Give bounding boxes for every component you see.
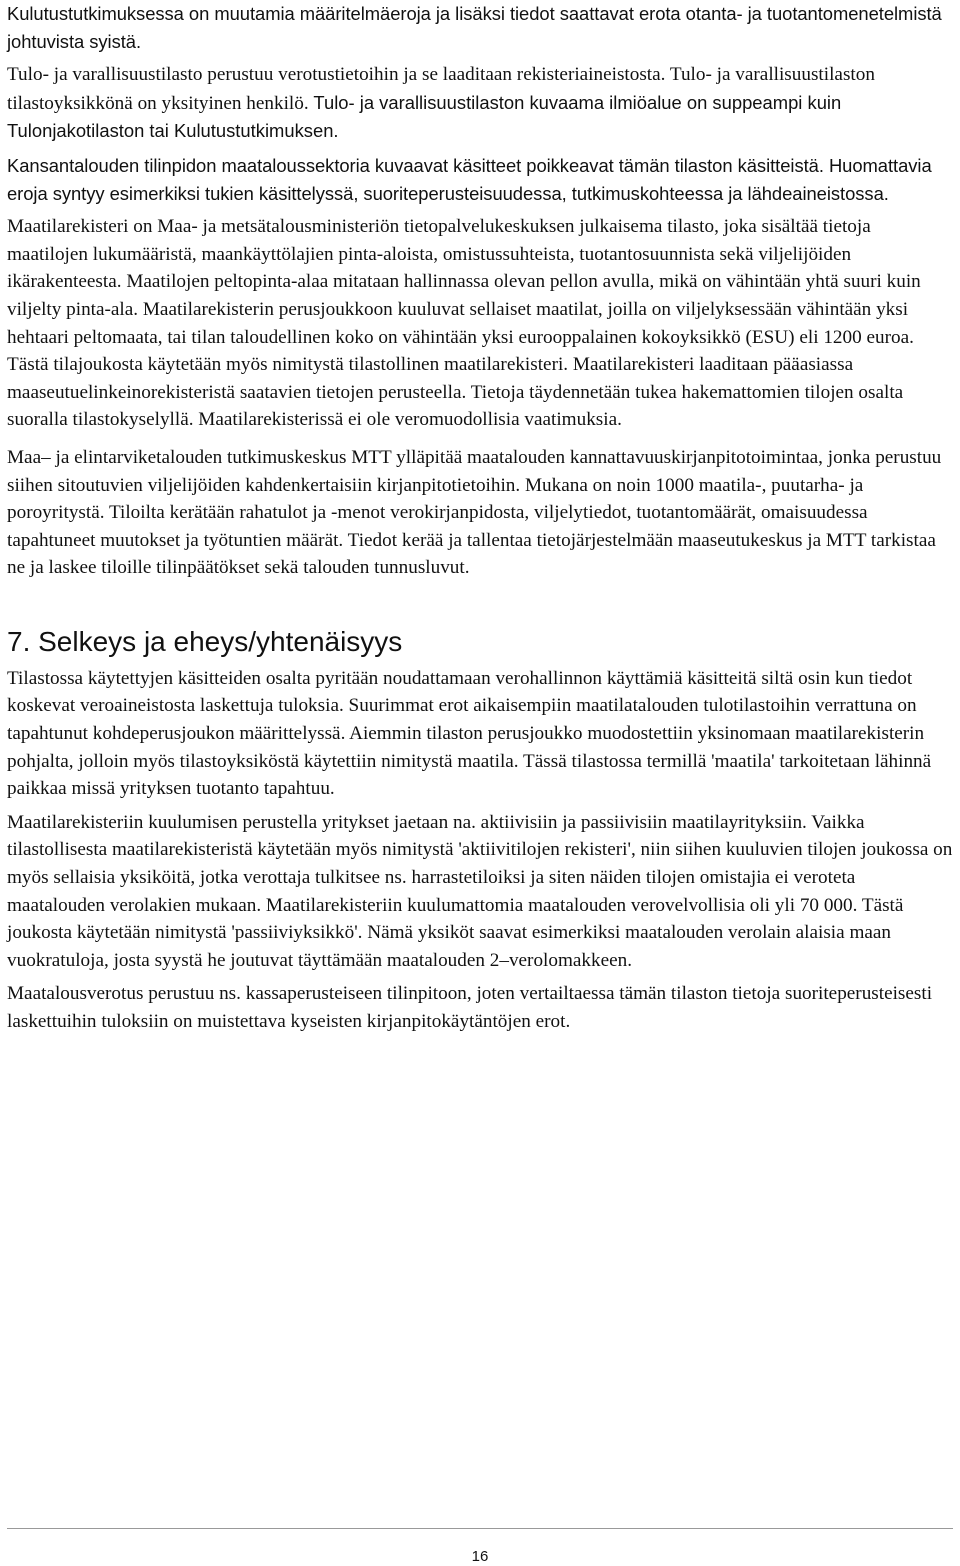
paragraph-national-accounts: Kansantalouden tilinpidon maataloussektoria kuvaavat käsitteet poikkeavat tämän tilaston käsitteistä. Huomattavia eroja syntyy esimerkiksi tukien käsittelyssä, suoriteperusteisuudessa, tutkimuskohteessa ja lähdeaineistossa. [7, 154, 932, 204]
document-body [7, 0, 955, 1036]
paragraph-income-wealth-statistics [7, 61, 955, 146]
paragraph-active-passive-farms: Maatilarekisteriin kuulumisen perustella yritykset jaetaan na. aktiivisiin ja passiivisiin maatilayrityksiin. Vaikka tilastollisesta maatilarekisteristä käytetään myös nimitystä 'aktiivitilojen rekisteri', niin siihen kuuluvien tilojen joukossa on myös sellaisia yksiköitä, jotka verottaja tulkitsee ns. harrastetiloiksi ja siten näiden tilojen omistajia ei veroteta maatalouden verolakien mukaan. Maatilarekisteriin kuulumattomia maatalouden verovelvollisia oli yli 70 000. Tästä joukosta käytetään nimitystä 'passiiviyksikkö'. Nämä yksiköt saavat esimerkiksi maatalouden verolain alaisia maan vuokratuloja, josta syystä he joutuvat täyttämään maatalouden 2–verolomakkeen. [7, 811, 953, 971]
income-wealth-text: Tulo- ja varallisuustilasto perustuu verotustietoihin ja se laaditaan rekisteriaineistosta. Tulo- ja varallisuustilaston tilastoyksikkönä on yksityinen henkilö. [7, 64, 875, 114]
paragraph-concepts: Tilastossa käytettyjen käsitteiden osalta pyritään noudattamaan verohallinnon käyttämiä käsitteitä siltä osin kun tiedot koskevat veroaineistosta laskettuja tuloksia. Suurimmat erot aikaisempiin maatilatalouden tulotilastoihin verrattuna on tapahtunut kohdeperusjoukon määrittelyssä. Aiemmin tilaston perusjoukko muodostettiin yksinomaan maatilarekisterin pohjalta, jolloin myös tilastoyksiköstä käytettiin nimitystä maatila. Tässä tilastossa termillä 'maatila' tarkoitetaan lähinnä paikkaa missä yrityksen tuotanto tapahtuu. [7, 667, 932, 800]
page-number: 16 [471, 1548, 489, 1565]
paragraph-consumption-survey: Kulutustutkimuksessa on muutamia määritelmäeroja ja lisäksi tiedot saattavat erota otanta- ja tuotantomenetelmistä johtuvista syistä. [7, 3, 942, 52]
section-heading-clarity-coherence: 7. Selkeys ja eheys/yhtenäisyys [7, 625, 403, 657]
paragraph-cash-basis-taxation: Maatalousverotus perustuu ns. kassaperusteiseen tilinpitoon, joten vertailtaessa tämän tilaston tietoja suoriteperusteisesti laskettuihin tuloksiin on muistettava kyseisten kirjanpitokäytäntöjen erot. [7, 983, 933, 1032]
income-wealth-scope-text: Tulo- ja varallisuustilaston kuvaama ilmiöalue on suppeampi kuin Tulonjakotilaston tai Kulutustutkimuksen. [7, 91, 842, 142]
footer-divider [7, 1528, 953, 1529]
paragraph-farm-register: Maatilarekisteri on Maa- ja metsätalousministeriön tietopalvelukeskuksen julkaisema tilasto, joka sisältää tietoja maatilojen lukumääristä, maankäyttölajien pinta-aloista, omistussuhteista, tuotantosuunnista sekä viljelijöiden ikärakenteesta. Maatilojen peltopinta-alaa mitataan hallinnassa olevan pellon avulla, mikä on vähintään yhtä suuri kuin viljelty pinta-ala. Maatilarekisterin perusjoukkoon kuuluvat sellaiset maatilat, joilla on viljelyksessään vähintään yksi hehtaari peltomaata, tai tilan taloudellinen koko on vähintään yksi eurooppalainen kokoyksikkö (ESU) eli 1200 euroa. Tästä tilajoukosta käytetään myös nimitystä tilastollinen maatilarekisteri. Maatilarekisteri laaditaan pääasiassa maaseutuelinkeinorekisteristä saatavien tietojen perusteella. Tietoja täydennetään tukea hakemattomien tilojen osalta suoralla tilastokyselyllä. Maatilarekisterissä ei ole veromuodollisia vaatimuksia. [7, 216, 921, 431]
paragraph-mtt-bookkeeping: Maa– ja elintarviketalouden tutkimuskeskus MTT ylläpitää maatalouden kannattavuuskirjanpitotoimintaa, jonka perustuu siihen sitoutuvien viljelijöiden kahdenkertaisiin kirjanpitotietoihin. Mukana on noin 1000 maatila-, puutarha- ja poroyritystä. Tiloilta kerätään rahatulot ja -menot verokirjanpidosta, viljelytiedot, tuotantomäärät, omaisuudessa tapahtuneet muutokset ja työtuntien määrät. Tiedot kerää ja tallentaa tietojärjestelmään maaseutukeskus ja MTT tarkistaa ne ja laskee tiloille tilinpäätökset sekä talouden tunnusluvut. [7, 446, 942, 579]
